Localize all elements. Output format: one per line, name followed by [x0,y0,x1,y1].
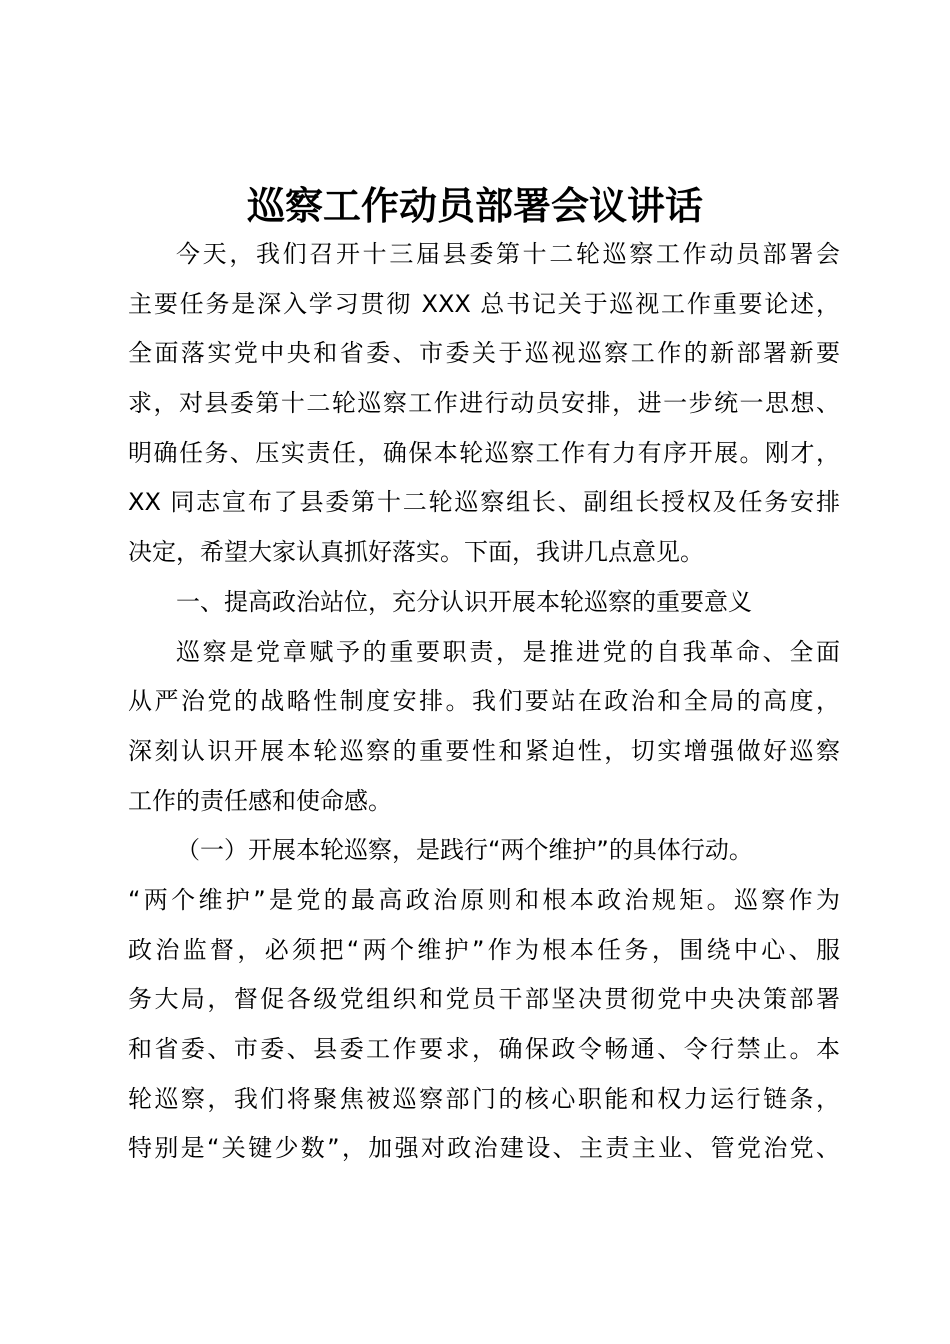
text-line: 全面落实党中央和省委、市委关于巡视巡察工作的新部署新要 [128,339,840,368]
text-line: 今天，我们召开十三届县委第十二轮巡察工作动员部署会 [176,240,840,268]
text-line: 政治监督，必须把“两个维护”作为根本任务，围绕中心、服 [128,935,840,964]
text-line: 和省委、市委、县委工作要求，确保政令畅通、令行禁止。本 [128,1035,840,1063]
text-line: 巡察是党章赋予的重要职责，是推进党的自我革命、全面 [176,637,840,666]
text-line: XX 同志宣布了县委第十二轮巡察组长、副组长授权及任务安排 [128,488,840,517]
subsection-heading: （一）开展本轮巡察，是践行“两个维护”的具体行动。 [176,836,753,865]
text-line: 轮巡察，我们将聚焦被巡察部门的核心职能和权力运行链条， [128,1084,840,1113]
text-line: “两个维护”是党的最高政治原则和根本政治规矩。巡察作为 [128,885,840,914]
text-line: 工作的责任感和使命感。 [128,786,392,815]
text-line: 从严治党的战略性制度安排。我们要站在政治和全局的高度， [128,687,840,716]
text-line: 明确任务、压实责任，确保本轮巡察工作有力有序开展。刚才， [128,438,840,467]
text-line: 特别是“关键少数”，加强对政治建设、主责主业、管党治党、 [128,1134,840,1163]
text-line: 决定，希望大家认真抓好落实。下面，我讲几点意见。 [128,538,704,567]
text-line: 务大局，督促各级党组织和党员干部坚决贯彻党中央决策部署 [128,985,840,1014]
document-title: 巡察工作动员部署会议讲话 [246,183,703,228]
text-line: 求，对县委第十二轮巡察工作进行动员安排，进一步统一思想、 [128,389,840,418]
text-line: 主要任务是深入学习贯彻 XXX 总书记关于巡视工作重要论述， [128,289,840,318]
section-heading: 一、提高政治站位，充分认识开展本轮巡察的重要意义 [176,587,752,616]
document-body [128,230,840,1174]
text-line: 深刻认识开展本轮巡察的重要性和紧迫性，切实增强做好巡察 [128,736,840,765]
